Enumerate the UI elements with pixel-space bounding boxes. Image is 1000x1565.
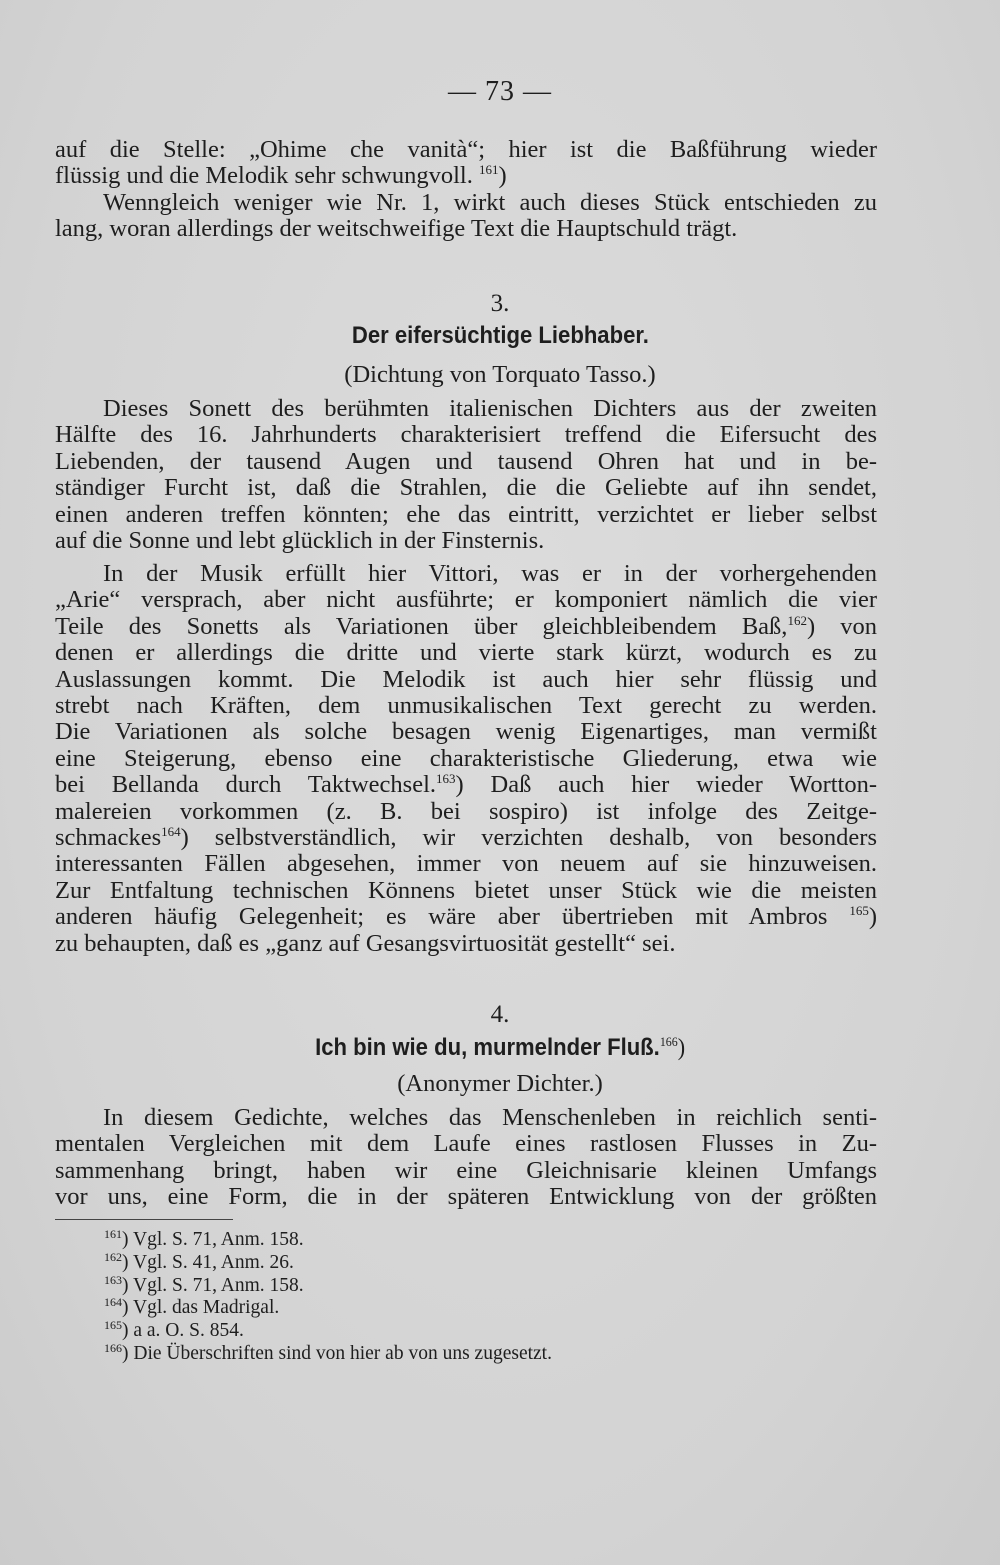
footnote-number: 162 <box>104 1249 122 1264</box>
section-title: Der eifersüchtige Liebhaber. <box>351 322 649 349</box>
footnote <box>104 1272 552 1298</box>
text-line <box>55 825 877 851</box>
text-run: ) von <box>806 612 877 640</box>
footnote-divider <box>55 1219 233 1220</box>
page-number: — 73 — <box>448 76 552 107</box>
footnote-ref: 162 <box>787 612 807 628</box>
text-line: sammenhang bringt, haben wir eine Gleichnisarie kleinen Umfangs <box>55 1156 877 1184</box>
text-line: einen anderen treffen könnten; ehe das eintritt, verzichtet er lieber selbst <box>55 500 877 528</box>
section-number: 3. <box>490 290 510 317</box>
text-line: malereien vorkommen (z. B. bei sospiro) ist infolge des Zeitge- <box>55 797 877 825</box>
text-line: ständiger Furcht ist, daß die Strahlen, die die Geliebte auf ihn sendet, <box>55 474 877 502</box>
footnote <box>104 1340 552 1366</box>
footnote-ref: 165 <box>849 903 869 919</box>
text-line: Dieses Sonett des berühmten italienischen Dichters aus der zweiten <box>103 395 877 422</box>
footnote-text: ) a a. O. S. 854. <box>122 1320 244 1342</box>
section-number: 4. <box>490 1001 510 1028</box>
footnote <box>104 1249 552 1275</box>
text-line: auf die Stelle: „Ohime che vanità“; hier ist die Baßführung wieder <box>55 136 877 163</box>
paragraph-1 <box>55 137 877 243</box>
footnote-ref: 161 <box>478 162 499 178</box>
footnote-text: ) Vgl. S. 71, Anm. 158. <box>122 1229 304 1250</box>
paragraph-3 <box>55 561 877 957</box>
text-line <box>55 614 877 640</box>
footnote-ref: 166 <box>659 1034 678 1049</box>
section-title-wrap <box>0 1034 1000 1062</box>
text-line: interessanten Fällen abgesehen, immer von neuem auf sie hinzuweisen. <box>55 850 877 878</box>
text-line <box>55 163 877 189</box>
text-line: In der Musik erfüllt hier Vittori, was er in der vorhergehenden <box>103 560 877 587</box>
text-run: anderen häufig Gelegenheit; es wäre aber übertrieben mit Ambros <box>55 903 828 931</box>
text-run: bei Bellanda durch Taktwechsel. <box>55 771 437 799</box>
section-subtitle: (Dichtung von Torquato Tasso.) <box>344 361 656 388</box>
text-run: flüssig und die Melodik sehr schwungvoll. <box>55 162 473 190</box>
footnote-number: 164 <box>104 1295 122 1310</box>
text-line: Liebenden, der tausend Augen und tausend Ohren hat und in be- <box>55 447 877 475</box>
footnotes <box>104 1229 552 1366</box>
text-run: Teile des Sonetts als Variationen über gleichbleibendem Baß, <box>55 612 788 640</box>
text-line: mentalen Vergleichen mit dem Laufe eines rastlosen Flusses in Zu- <box>55 1130 877 1158</box>
text-line: eine Steigerung, ebenso eine charakteristische Gliederung, etwa wie <box>55 744 877 772</box>
text-line <box>55 772 877 798</box>
footnote-number: 163 <box>104 1272 122 1287</box>
text-line: Hälfte des 16. Jahrhunderts charakterisiert treffend die Eifersucht des <box>55 421 877 449</box>
text-line: Auslassungen kommt. Die Melodik ist auch hier sehr flüssig und <box>55 665 877 693</box>
footnote-text: ) Die Überschriften sind von hier ab von uns zugesetzt. <box>122 1342 552 1364</box>
section-title <box>315 1034 685 1062</box>
text-line: lang, woran allerdings der weitschweifige Text die Hauptschuld trägt. <box>55 215 738 243</box>
footnote-ref: 164 <box>161 824 181 840</box>
text-line: auf die Sonne und lebt glücklich in der Finsternis. <box>55 527 545 555</box>
footnote-ref: 163 <box>436 771 456 787</box>
footnote <box>104 1297 552 1320</box>
section-title-wrap <box>0 322 1000 350</box>
text-line: vor uns, eine Form, die in der späteren Entwicklung von der größten <box>55 1183 877 1211</box>
text-line: Die Variationen als solche besagen wenig Eigenartiges, man vermißt <box>55 718 877 746</box>
text-run: ) <box>498 162 507 190</box>
footnote-number: 165 <box>104 1318 122 1333</box>
text-run: schmackes <box>55 824 162 852</box>
footnote-number: 166 <box>104 1340 122 1355</box>
footnote-text: ) Vgl. das Madrigal. <box>122 1297 280 1319</box>
text-run: ) <box>868 903 878 931</box>
footnote <box>104 1229 552 1252</box>
footnote-text: ) Vgl. S. 41, Anm. 26. <box>122 1251 294 1273</box>
text-line: zu behaupten, daß es „ganz auf Gesangsvirtuosität gestellt“ sei. <box>55 929 676 957</box>
text-line <box>55 904 877 930</box>
text-run: ) Daß auch hier wieder Wortton- <box>455 771 877 799</box>
section-subtitle: (Anonymer Dichter.) <box>397 1070 603 1097</box>
text-line: „Arie“ versprach, aber nicht ausführte; er komponiert nämlich die vier <box>55 586 877 614</box>
section-title-text: ) <box>677 1035 686 1061</box>
paragraph-4 <box>55 1105 877 1211</box>
text-run: ) selbstverständlich, wir verzichten deshalb, von besonders <box>180 824 877 852</box>
text-line: Wenngleich weniger wie Nr. 1, wirkt auch dieses Stück entschieden zu <box>103 188 877 216</box>
text-line: In diesem Gedichte, welches das Menschenleben in reichlich senti- <box>103 1104 877 1131</box>
text-line: denen er allerdings die dritte und vierte stark kürzt, wodurch es zu <box>55 639 877 667</box>
footnote-number: 161 <box>104 1227 122 1241</box>
section-title-text: Ich bin wie du, murmelnder Fluß. <box>314 1034 660 1061</box>
paragraph-2 <box>55 396 877 554</box>
footnote <box>104 1320 552 1343</box>
footnote-text: ) Vgl. S. 71, Anm. 158. <box>122 1274 304 1296</box>
text-line: Zur Entfaltung technischen Könnens bietet unser Stück wie die meisten <box>55 876 877 904</box>
text-line: strebt nach Kräften, dem unmusikalischen Text gerecht zu werden. <box>55 692 877 720</box>
